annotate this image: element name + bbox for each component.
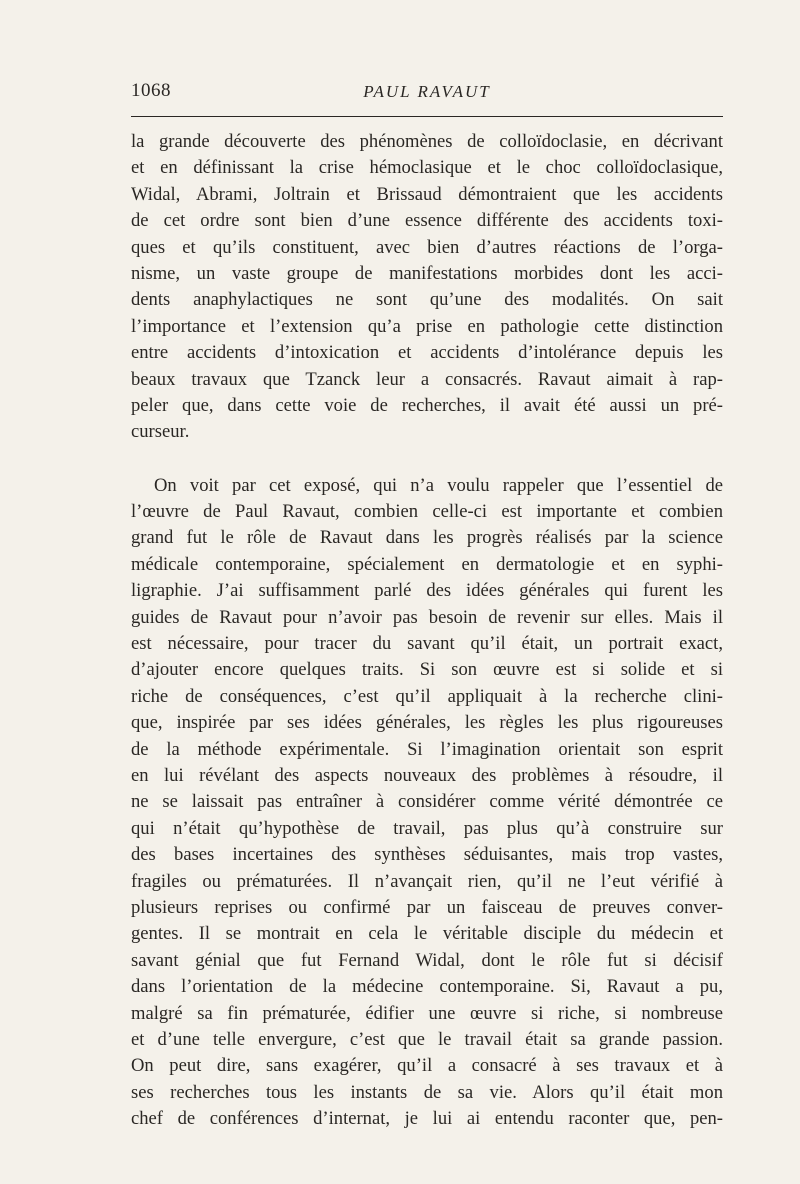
paragraph-2 [131, 473, 723, 1133]
text-line: On peut dire, sans exagérer, qu’il a consacré à ses travaux et à [131, 1055, 723, 1077]
text-line: l’importance et l’extension qu’a prise en pathologie cette distinction [131, 315, 723, 337]
text-line: que, inspirée par ses idées générales, les règles les plus rigoureuses [131, 712, 723, 734]
paragraph-1 [131, 129, 723, 446]
text-line: la grande découverte des phénomènes de colloïdoclasie, en décrivant [131, 131, 723, 152]
text-line: Widal, Abrami, Joltrain et Brissaud démontraient que les accidents [131, 183, 723, 205]
page-number: 1068 [131, 80, 171, 101]
text-line: dans l’orientation de la médecine contemporaine. Si, Ravaut a pu, [131, 976, 723, 998]
text-line: ses recherches tous les instants de sa vie. Alors qu’il était mon [131, 1081, 723, 1103]
text-line: nisme, un vaste groupe de manifestations morbides dont les acci- [131, 262, 723, 284]
text-line: qui n’était qu’hypothèse de travail, pas plus qu’à construire sur [131, 817, 723, 839]
running-head [131, 80, 723, 110]
text-line: gentes. Il se montrait en cela le véritable disciple du médecin et [131, 923, 723, 945]
text-line: ne se laissait pas entraîner à considérer comme vérité démontrée ce [131, 791, 723, 813]
text-line: On voit par cet exposé, qui n’a voulu rappeler que l’essentiel de [154, 474, 723, 496]
text-line: riche de conséquences, c’est qu’il appliquait à la recherche clini- [131, 685, 723, 707]
text-line: fragiles ou prématurées. Il n’avançait rien, qu’il ne l’eut vérifié à [131, 870, 723, 892]
text-line: chef de conférences d’internat, je lui ai entendu raconter que, pen- [131, 1108, 723, 1130]
text-line: curseur. [131, 421, 190, 443]
text-line: des bases incertaines des synthèses séduisantes, mais trop vastes, [131, 844, 723, 866]
text-line: beaux travaux que Tzanck leur a consacrés. Ravaut aimait à rap- [131, 368, 723, 390]
text-line: d’ajouter encore quelques traits. Si son œuvre est si solide et si [131, 659, 723, 681]
text-line: ligraphie. J’ai suffisamment parlé des idées générales qui furent les [131, 580, 723, 602]
text-line: guides de Ravaut pour n’avoir pas besoin de revenir sur elles. Mais il [131, 606, 723, 628]
text-line: savant génial que fut Fernand Widal, dont le rôle fut si décisif [131, 949, 723, 971]
text-line: et en définissant la crise hémoclasique et le choc colloïdoclasique, [131, 157, 723, 179]
text-line: de la méthode expérimentale. Si l’imagination orientait son esprit [131, 738, 723, 760]
text-line: entre accidents d’intoxication et accidents d’intolérance depuis les [131, 342, 723, 364]
text-line: malgré sa fin prématurée, édifier une œuvre si riche, si nombreuse [131, 1002, 723, 1024]
text-line: peler que, dans cette voie de recherches, il avait été aussi un pré- [131, 394, 723, 416]
text-line: de cet ordre sont bien d’une essence différente des accidents toxi- [131, 210, 723, 232]
text-line: et d’une telle envergure, c’est que le travail était sa grande passion. [131, 1028, 723, 1050]
text-line: est nécessaire, pour tracer du savant qu’il était, un portrait exact, [131, 633, 723, 655]
text-line: l’œuvre de Paul Ravaut, combien celle-ci est importante et combien [131, 501, 723, 523]
text-line: ques et qu’ils constituent, avec bien d’autres réactions de l’orga- [131, 236, 723, 258]
running-title: PAUL RAVAUT [363, 82, 491, 101]
header-rule [131, 116, 723, 117]
text-line: dents anaphylactiques ne sont qu’une des modalités. On sait [131, 289, 723, 311]
text-line: plusieurs reprises ou confirmé par un faisceau de preuves conver- [131, 896, 723, 918]
text-line: grand fut le rôle de Ravaut dans les progrès réalisés par la science [131, 527, 723, 549]
body-text [131, 129, 723, 1132]
text-line: en lui révélant des aspects nouveaux des problèmes à résoudre, il [131, 764, 723, 786]
text-line: médicale contemporaine, spécialement en dermatologie et en syphi- [131, 553, 723, 575]
